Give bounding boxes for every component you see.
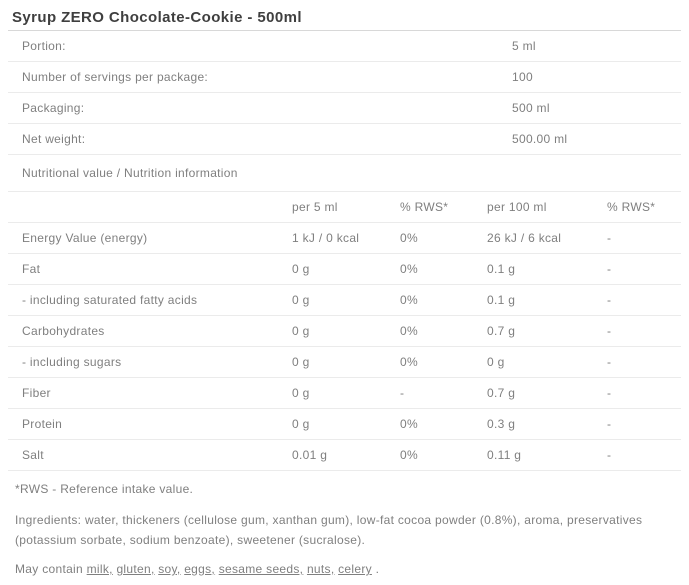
nutrient-value: - [607,262,612,276]
info-row [8,124,681,155]
allergen-link[interactable]: gluten, [116,562,155,576]
allergen-link[interactable]: nuts, [306,562,335,576]
nutrient-value: 0% [400,262,418,276]
nutrition-column-header: per 100 ml [487,200,547,214]
nutrient-value: 0.3 g [487,417,516,431]
info-row-value: 500.00 ml [512,132,568,146]
info-row-value: 500 ml [512,101,550,115]
nutrient-value: 0.1 g [487,262,516,276]
nutrient-value: 0.7 g [487,386,516,400]
info-row [8,31,681,62]
nutrient-value: 0% [400,293,418,307]
nutrition-column-header: % RWS* [607,200,656,214]
allergen-link[interactable]: eggs, [184,562,216,576]
nutrition-header-row [8,192,681,223]
nutrient-value: - [607,386,612,400]
nutrient-value: 0 g [292,324,310,338]
nutrition-table [8,192,681,471]
nutrition-row [8,440,681,471]
ingredients-text: Ingredients: water, thickeners (cellulose gum, xanthan gum), low-fat cocoa powder (0.8%), aroma, preservatives (potassium sorbate, sodium benzoate), sweetener (sucralose). [15,513,643,547]
nutrient-value: 0 g [292,417,310,431]
nutrition-row [8,223,681,254]
nutrition-row [8,347,681,378]
nutrient-value: 0% [400,324,418,338]
nutrient-label: Energy Value (energy) [22,231,148,245]
nutrient-value: 26 kJ / 6 kcal [487,231,562,245]
allergen-link[interactable]: soy, [158,562,181,576]
nutrient-label: Fat [22,262,41,276]
nutrient-label: Carbohydrates [22,324,105,338]
nutrition-row [8,254,681,285]
nutrient-label: Protein [22,417,63,431]
nutrition-row [8,285,681,316]
nutrient-label: - including sugars [22,355,122,369]
nutrition-column-header: % RWS* [400,200,449,214]
nutrient-value: - [607,324,612,338]
nutrient-value: 0.01 g [292,448,328,462]
info-row [8,93,681,124]
nutrition-row [8,378,681,409]
nutrient-value: 0 g [292,293,310,307]
nutrition-section-title: Nutritional value / Nutrition information [22,166,238,180]
nutrition-section-header [8,155,681,192]
nutrient-value: 0% [400,231,418,245]
info-row-label: Packaging: [22,101,85,115]
nutrient-label: Fiber [22,386,51,400]
info-row-value: 100 [512,70,533,84]
nutrient-value: - [607,417,612,431]
nutrition-row [8,409,681,440]
nutrient-value: - [400,386,405,400]
product-info-table [8,31,681,155]
rws-footnote: *RWS - Reference intake value. [15,482,194,496]
nutrient-value: - [607,448,612,462]
info-row-value: 5 ml [512,39,536,53]
allergen-link[interactable]: celery [338,562,372,576]
info-row-label: Net weight: [22,132,86,146]
nutrient-value: 0 g [487,355,505,369]
nutrient-value: 0% [400,448,418,462]
nutrient-value: 0.7 g [487,324,516,338]
info-row-label: Portion: [22,39,66,53]
nutrient-value: 0 g [292,355,310,369]
info-row-label: Number of servings per package: [22,70,209,84]
nutrient-value: - [607,293,612,307]
allergen-link[interactable]: sesame seeds, [218,562,304,576]
nutrient-value: 0% [400,417,418,431]
page-title: Syrup ZERO Chocolate-Cookie - 500ml [8,0,681,31]
nutrient-value: 0 g [292,262,310,276]
allergen-link[interactable]: milk, [86,562,113,576]
nutrition-row [8,316,681,347]
nutrient-label: - including saturated fatty acids [22,293,198,307]
allergens-line: May contain milk, gluten, soy, eggs, sesame seeds, nuts, celery . [15,562,380,576]
nutrition-column-header: per 5 ml [292,200,338,214]
nutrient-value: - [607,231,612,245]
nutrient-value: 0.1 g [487,293,516,307]
info-row [8,62,681,93]
nutrient-label: Salt [22,448,44,462]
nutrient-value: - [607,355,612,369]
nutrient-value: 1 kJ / 0 kcal [292,231,360,245]
nutrient-value: 0% [400,355,418,369]
nutrient-value: 0 g [292,386,310,400]
nutrient-value: 0.11 g [487,448,522,462]
